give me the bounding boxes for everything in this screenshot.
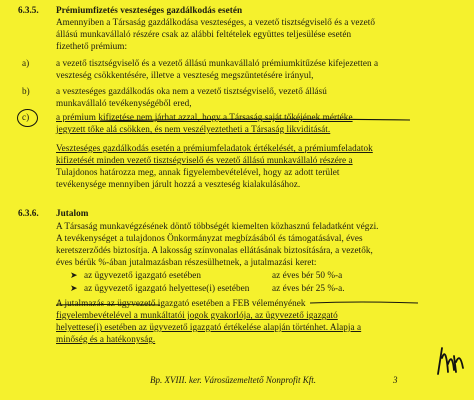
footer-org: Bp. XVIII. ker. Városüzemeltető Nonprofit Kft. <box>150 375 317 385</box>
bullet-right: az éves bér 50 %-a <box>272 270 343 280</box>
intro-line: Amennyiben a Társaság gazdálkodása veszteséges, a vezető tisztségviselő és a vezető <box>56 17 376 27</box>
item-marker-a: a) <box>22 58 30 68</box>
intro-line: állású munkavállaló részére csak az alábbi feltételek együttes teljesülése esetén <box>56 29 352 39</box>
closing-line: kifizetését minden vezető tisztségviselő és vezető állású munkavállaló részére a <box>56 155 353 165</box>
item-a-line: veszteség csökkentésére, illetve a veszteség megszüntetésére irányul, <box>56 70 314 80</box>
bullet-left: az ügyvezető igazgató esetében <box>84 270 202 280</box>
closing-line: Tulajdonos határozza meg, annak figyelembevételével, hogy az adott terület <box>56 167 340 177</box>
item-a-line: a vezető tisztségviselő és a vezető állású munkavállaló prémiumkitűzése kifejezetten a <box>56 58 379 68</box>
bullet-right: az éves bér 25 %-a. <box>272 283 345 293</box>
section-title-636: Jutalom <box>56 208 89 218</box>
bullet-arrow-icon: ➤ <box>70 270 78 280</box>
item-c-line: a prémium kifizetése nem járhat azzal, hogy a Társaság saját tőkéjének mértéke <box>56 112 353 122</box>
para2-line: A jutalmazás az ügyvezető igazgató esetében a FEB véleményének <box>56 298 306 308</box>
para1-line: éves bérük %-ában jutalmazásban részesülhetnek, a jutalmazási keret: <box>56 257 317 267</box>
closing-line: Veszteséges gazdálkodás esetén a prémiumfeladatok értékelését, a prémiumfeladatok <box>56 143 373 153</box>
item-c-line: jegyzett tőke alá csökken, és nem veszélyeztetheti a Társaság likviditását. <box>56 124 331 134</box>
item-b-line: munkavállaló tevékenységéből ered, <box>56 98 192 108</box>
section-number-635: 6.3.5. <box>18 5 39 15</box>
para1-line: keretszerződés biztosítja. A lakosság színvonalas ellátásának biztosítására, a vezetők, <box>56 245 373 255</box>
section-title-635: Prémiumfizetés veszteséges gazdálkodás esetén <box>56 5 243 15</box>
para1-line: A Társaság munkavégzésének döntő többségét kiemelten közhasznú feladatként végzi. <box>56 221 379 231</box>
para1-line: A tevékenységet a tulajdonos Önkormányzat megbízásából és támogatásával, éves <box>56 233 363 243</box>
section-number-636: 6.3.6. <box>18 208 39 218</box>
signature <box>432 342 468 378</box>
item-marker-b: b) <box>22 86 30 96</box>
footer-page: 3 <box>393 375 398 385</box>
para2-line: minőség és a hatékonyság. <box>56 334 156 344</box>
para2-line: helyettese(i) esetében az ügyvezető igazgató értékelése alapján történhet. Alapja a <box>56 322 362 332</box>
para2-line: figyelembevételével a munkáltatói jogok gyakorlója, az ügyvezető igazgató <box>56 310 338 320</box>
closing-line: tevékenysége mennyiben járult hozzá a veszteség kialakulásához. <box>56 179 301 189</box>
intro-line: fizethető prémium: <box>56 41 128 51</box>
item-marker-c: c) <box>22 112 30 122</box>
item-b-line: a veszteséges gazdálkodás oka nem a vezető tisztségviselő, vezető állású <box>56 86 327 96</box>
bullet-left: az ügyvezető igazgató helyettese(i) esetében <box>84 283 250 293</box>
bullet-arrow-icon: ➤ <box>70 283 78 293</box>
